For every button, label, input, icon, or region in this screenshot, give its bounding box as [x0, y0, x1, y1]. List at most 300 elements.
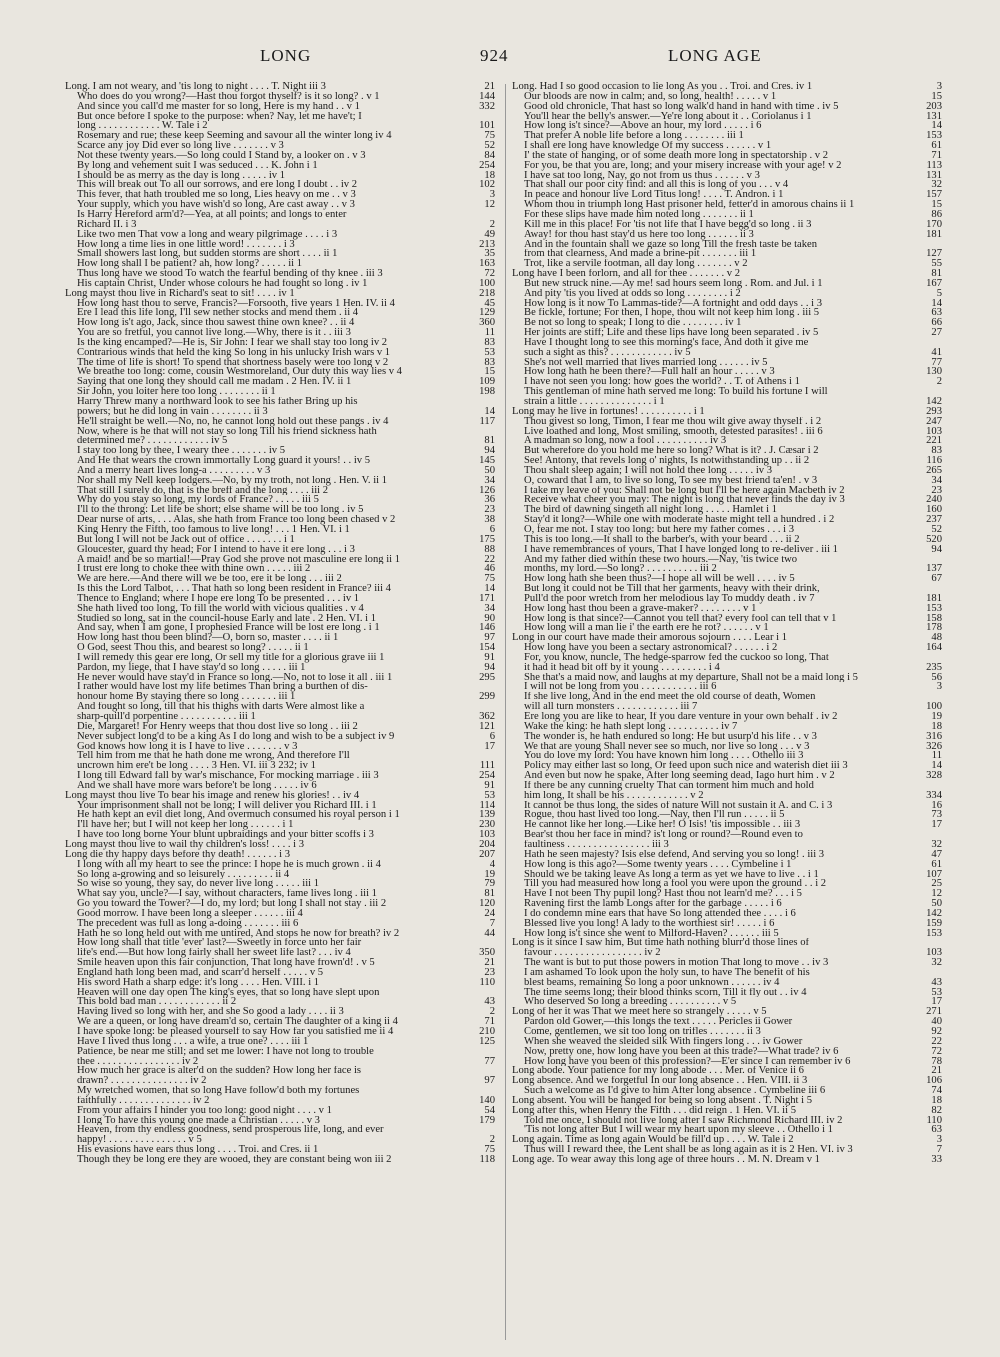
- quote-text: That prefer A noble life before a long . . . . . . . . iii 1: [524, 131, 744, 142]
- quote-text: Pardon old Gower,—this longs the text . . . . . Pericles ii Gower: [524, 1017, 793, 1027]
- column-divider: [505, 84, 506, 1340]
- concordance-line: [65, 860, 495, 870]
- concordance-line: [65, 407, 495, 417]
- quote-text: But new struck nine.—Ay me! sad hours seem long . Rom. and Jul. i 1: [524, 278, 823, 289]
- line-number: 47: [931, 849, 942, 860]
- quote-text: Thence to England; where I hope ere long To be presented . . . iv 1: [77, 593, 360, 604]
- concordance-line: [65, 604, 495, 614]
- concordance-line: [512, 722, 942, 732]
- line-number: [938, 781, 942, 791]
- line-number: 53: [484, 790, 495, 801]
- line-number: 56: [931, 672, 942, 683]
- quote-text: Told me once, I should not live long after I saw Richmond Richard III. iv 2: [524, 1115, 843, 1126]
- quote-text: Have I lived thus long . . . a wife, a true one? . . . . iii 1: [77, 1036, 309, 1047]
- quote-text: I have not seen you long: how goes the world? . . T. of Athens i 1: [524, 377, 800, 388]
- line-number: 131: [926, 111, 942, 122]
- line-number: 67: [931, 574, 942, 585]
- concordance-line: [512, 446, 942, 456]
- concordance-line: [512, 1037, 942, 1047]
- concordance-line: [512, 377, 942, 387]
- line-number: 81: [484, 436, 495, 447]
- concordance-line: [512, 810, 942, 820]
- quote-text: Long may he live in fortunes! . . . . . . . . . . i 1: [512, 406, 705, 417]
- concordance-line: [65, 1135, 495, 1145]
- quote-text: Dear nurse of arts, . . . Alas, she hath from France too long been chased v 2: [77, 515, 396, 525]
- line-number: 74: [931, 1086, 942, 1096]
- concordance-line: [512, 348, 942, 358]
- line-number: 204: [479, 839, 495, 850]
- quote-text: How long hast thou to serve, Francis?—Forsooth, five years 1 Hen. IV. ii 4: [77, 298, 395, 309]
- concordance-line: [512, 633, 942, 643]
- concordance-line: [65, 850, 495, 860]
- line-number: 210: [479, 1027, 495, 1037]
- concordance-line: [65, 722, 495, 732]
- quote-text: How long is it now To Lammas-tide?—A fortnight and odd days . . i 3: [524, 298, 823, 309]
- line-number: 7: [936, 1145, 942, 1155]
- quote-text: Is this the Lord Talbot, . . . That hath so long been resident in France? iii 4: [77, 584, 391, 594]
- quote-text: The time seems long; their blood thinks scorn, Till it fly out . . iv 4: [524, 987, 807, 998]
- line-number: 218: [479, 288, 495, 299]
- quote-text: God knows how long it is I have to live . . . . . . . v 3: [77, 741, 298, 752]
- line-number: 44: [484, 928, 495, 939]
- line-number: 54: [484, 1105, 495, 1116]
- concordance-line: [512, 909, 942, 919]
- concordance-line: [65, 338, 495, 348]
- concordance-line: [65, 1076, 495, 1086]
- line-number: 110: [926, 1115, 942, 1126]
- quote-text: Die, Margaret! For Henry weeps that thou dost live so long . . iii 2: [77, 721, 358, 732]
- concordance-line: [512, 732, 942, 742]
- quote-text: His captain Christ, Under whose colours he had fought so long . iv 1: [77, 278, 368, 289]
- concordance-line: [65, 466, 495, 476]
- concordance-line: [512, 427, 942, 437]
- concordance-line: [512, 338, 942, 348]
- concordance-line: [512, 1007, 942, 1017]
- quote-text: He never would have stay'd in France so long.—No, not to lose it all . iii 1: [77, 672, 393, 683]
- concordance-line: [65, 958, 495, 968]
- concordance-line: [512, 387, 942, 397]
- quote-text: So wise so young, they say, do never live long . . . . . iii 1: [77, 879, 320, 890]
- quote-text: You'll hear the belly's answer.—Ye're long about it . . Coriolanus i 1: [524, 111, 812, 122]
- line-number: [938, 938, 942, 948]
- line-number: 52: [931, 524, 942, 535]
- line-number: 106: [926, 1076, 942, 1087]
- line-number: [491, 751, 495, 761]
- quote-text: She hath lived too long, To fill the world with vicious qualities . v 4: [77, 603, 364, 614]
- concordance-line: [512, 584, 942, 594]
- line-number: 14: [931, 298, 942, 309]
- quote-text: from that clearness, And made a brine-pit . . . . . . . iii 1: [524, 249, 757, 260]
- line-number: 73: [931, 810, 942, 821]
- concordance-line: [65, 1066, 495, 1076]
- quote-text: Should we be taking leave As long a term as yet we have to live . . i 1: [524, 869, 819, 880]
- quote-text: Though they be long ere they are wooed, they are constant being won iii 2: [77, 1154, 392, 1165]
- concordance-line: [65, 141, 495, 151]
- line-number: 14: [931, 761, 942, 772]
- quote-text: Now, where is he that will not stay so long Till his friend sickness hath: [77, 426, 377, 437]
- concordance-line: [65, 279, 495, 289]
- line-number: 332: [479, 101, 495, 112]
- line-number: 75: [484, 1145, 495, 1155]
- line-number: 153: [926, 928, 942, 939]
- line-number: [491, 1086, 495, 1096]
- concordance-line: [65, 190, 495, 200]
- quote-text: His sword Hath a sharp edge: it's long . . . . Hen. VIII. i 1: [77, 977, 320, 988]
- quote-text: We that are young Shall never see so much, nor live so long . . . v 3: [524, 741, 810, 752]
- quote-text: Is the king encamped?—He is, Sir John: I fear we shall stay too long iv 2: [77, 337, 388, 348]
- quote-text: Trot, like a servile footman, all day long . . . . . . . v 2: [524, 259, 748, 270]
- quote-text: Thus long have we stood To watch the fearful bending of thy knee . iii 3: [77, 269, 383, 279]
- quote-text: strain a little . . . . . . . . . . . . . . i 1: [524, 397, 665, 407]
- concordance-line: [512, 171, 942, 181]
- quote-text: And pity 'tis you lived at odds so long . . . . . . . . i 2: [524, 288, 741, 299]
- quote-text: Never subject long'd to be a king As I do long and wish to be a subject iv 9: [77, 731, 395, 742]
- quote-text: faithfully . . . . . . . . . . . . . . iv 2: [77, 1095, 210, 1106]
- line-number: 91: [484, 780, 495, 791]
- concordance-line: [65, 387, 495, 397]
- line-number: 72: [484, 269, 495, 279]
- quote-text: blest beams, remaining So long a poor unknown . . . . . . iv 4: [524, 977, 780, 988]
- concordance-line: [512, 1135, 942, 1145]
- quote-text: Away! for thou hast stay'd us here too long . . . . . . ii 3: [524, 229, 754, 240]
- quote-text: Receive what cheer you may: The night is long that never finds the day iv 3: [524, 495, 845, 506]
- concordance-line: [512, 781, 942, 791]
- line-number: 82: [931, 1105, 942, 1116]
- quote-text: For, you know, nuncle, The hedge-sparrow fed the cuckoo so long, That: [524, 652, 829, 663]
- concordance-line: [512, 1106, 942, 1116]
- concordance-line: [512, 1017, 942, 1027]
- concordance-line: [512, 692, 942, 702]
- line-number: 2: [489, 219, 495, 230]
- concordance-line: [512, 358, 942, 368]
- concordance-line: [65, 781, 495, 791]
- line-number: 144: [479, 91, 495, 102]
- line-number: 103: [479, 830, 495, 840]
- line-number: 334: [926, 790, 942, 801]
- quote-text: such a sight as this? . . . . . . . . . . . . iv 5: [524, 347, 691, 358]
- line-number: 77: [484, 1056, 495, 1067]
- quote-text: Having lived so long with her, and she So good a lady . . . . ii 3: [77, 1007, 344, 1018]
- concordance-line: [65, 673, 495, 683]
- line-number: 90: [484, 613, 495, 624]
- concordance-line: [512, 328, 942, 338]
- line-number: 127: [926, 249, 942, 260]
- line-number: 130: [926, 367, 942, 378]
- concordance-line: [65, 161, 495, 171]
- quote-text: Pardon, my liege, that I have stay'd so long . . . . . iii 1: [77, 662, 306, 673]
- line-number: 326: [926, 741, 942, 752]
- line-number: 38: [484, 515, 495, 525]
- concordance-line: [512, 525, 942, 535]
- quote-text: I take my leave of you: Shall not be long but I'll be here again Macbeth iv 2: [524, 485, 845, 496]
- quote-text: Why do you stay so long, my lords of France? . . . . . iii 5: [77, 495, 319, 506]
- quote-text: The want is but to put those powers in motion That long to move . . iv 3: [524, 958, 829, 968]
- quote-text: How long is this ago?—Some twenty years . . . . Cymbeline i 1: [524, 859, 792, 870]
- concordance-line: [65, 92, 495, 102]
- quote-text: His evasions have ears thus long . . . . Troi. and Cres. ii 1: [77, 1145, 319, 1155]
- quote-text: You are so fretful, you cannot live long.—Why, there is it . . iii 3: [77, 328, 351, 338]
- concordance-line: [512, 1096, 942, 1106]
- quote-text: I' the state of hanging, or of some death more long in spectatorship . v 2: [524, 150, 829, 161]
- line-number: [938, 968, 942, 978]
- line-number: 81: [931, 269, 942, 279]
- quote-text: When she weaved the sleided silk With fingers long . . . iv Gower: [524, 1036, 803, 1047]
- line-number: 3: [936, 82, 942, 92]
- concordance-line: [65, 220, 495, 230]
- quote-text: Thus will I reward thee, the Lent shall be as long again as it is 2 Hen. VI. iv 3: [524, 1145, 853, 1155]
- concordance-line: [65, 102, 495, 112]
- line-number: 145: [479, 456, 495, 466]
- quote-text: Long die thy happy days before thy death! . . . . . . i 3: [65, 849, 291, 860]
- quote-text: Have I thought long to see this morning's face, And doth it give me: [524, 337, 809, 348]
- line-number: 146: [479, 623, 495, 634]
- quote-text: Wake the king: he hath slept long . . . . . . . . . . iv 7: [524, 721, 738, 732]
- concordance-line: [65, 1116, 495, 1126]
- line-number: [491, 1125, 495, 1135]
- concordance-line: [65, 505, 495, 515]
- concordance-line: [512, 249, 942, 259]
- quote-text: Stay'd it long?—While one with moderate haste might tell a hundred . i 2: [524, 515, 835, 525]
- concordance-line: [512, 594, 942, 604]
- quote-text: him long, It shall be his . . . . . . . . . . . . v 2: [524, 790, 704, 801]
- quote-text: It cannot be thus long, the sides of nature Will not sustain it A. and C. i 3: [524, 800, 833, 811]
- line-number: 2: [489, 1135, 495, 1146]
- concordance-line: [65, 299, 495, 309]
- concordance-line: [512, 220, 942, 230]
- quote-text: And say, when I am gone, I prophesied France will be lost ere long . i 1: [77, 623, 380, 634]
- concordance-line: [65, 584, 495, 594]
- concordance-line: [65, 397, 495, 407]
- line-number: 72: [931, 1046, 942, 1057]
- quote-text: Nor shall my Nell keep lodgers.—No, by my troth, not long . Hen. V. ii 1: [77, 475, 388, 486]
- line-number: 34: [484, 603, 495, 614]
- line-number: 107: [926, 869, 942, 880]
- quote-text: Hath he so long held out with me untired, And stops he now for breath? iv 2: [77, 928, 400, 939]
- concordance-line: [65, 614, 495, 624]
- line-number: 114: [479, 800, 495, 811]
- quote-text: This fever, that hath troubled me so long, Lies heavy on me . . v 3: [77, 190, 356, 201]
- concordance-line: [512, 870, 942, 880]
- quote-text: Bear'st thou her face in mind? is't long or round?—Round even to: [524, 830, 803, 840]
- line-number: 94: [484, 446, 495, 457]
- quote-text: We breathe too long: come, cousin Westmoreland, Our duty this way lies v 4: [77, 367, 402, 378]
- line-number: 22: [484, 554, 495, 565]
- concordance-line: [512, 230, 942, 240]
- concordance-line: [65, 948, 495, 958]
- line-number: 92: [931, 1027, 942, 1037]
- quote-text: I'll to the throng: Let life be short; else shame will be too long . iv 5: [77, 505, 364, 516]
- quote-text: I shall ere long have knowledge Of my success . . . . . . v 1: [524, 141, 772, 151]
- quote-text: I should be as merry as the day is long . . . . . iv 1: [77, 170, 286, 181]
- concordance-line: [512, 121, 942, 131]
- concordance-line: [65, 1057, 495, 1067]
- line-number: 153: [926, 131, 942, 142]
- concordance-line: [512, 850, 942, 860]
- concordance-line: [65, 978, 495, 988]
- concordance-line: [512, 515, 942, 525]
- concordance-line: [65, 348, 495, 358]
- quote-text: drawn? . . . . . . . . . . . . . . . iv 2: [77, 1076, 207, 1087]
- line-number: 19: [931, 712, 942, 722]
- line-number: 139: [479, 810, 495, 821]
- line-number: 116: [926, 456, 942, 466]
- line-number: 53: [931, 987, 942, 998]
- concordance-line: [512, 623, 942, 633]
- line-number: 18: [931, 721, 942, 732]
- concordance-line: [65, 899, 495, 909]
- quote-text: So long a-growing and so leisurely . . . . . . . . . ii 4: [77, 869, 290, 880]
- quote-text: Long again. Time as long again Would be fill'd up . . . . W. Tale i 2: [512, 1135, 794, 1146]
- line-number: 48: [931, 633, 942, 644]
- quote-text: Ravening first the lamb Longs after for the garbage . . . . . i 6: [524, 899, 782, 909]
- concordance-line: [65, 259, 495, 269]
- quote-text: She that's a maid now, and laughs at my departure, Shall not be a maid long i 5: [524, 672, 858, 683]
- quote-text: Long. I am not weary, and 'tis long to night . . . . T. Night iii 3: [65, 82, 326, 92]
- line-number: 157: [926, 190, 942, 201]
- line-number: 32: [931, 839, 942, 850]
- line-number: 3: [936, 1135, 942, 1146]
- quote-text: Richard II. i 3: [77, 219, 137, 230]
- concordance-line: [65, 82, 495, 92]
- quote-text: How much her grace is alter'd on the sudden? How long her face is: [77, 1066, 362, 1077]
- concordance-line: [65, 230, 495, 240]
- line-number: 41: [931, 347, 942, 358]
- page-header: [0, 46, 1000, 70]
- quote-text: How long will a man lie i' the earth ere he rot? . . . . . . v 1: [524, 623, 769, 634]
- right-column: [512, 82, 942, 1165]
- quote-text: Long in our court have made their amorous sojourn . . . . Lear i 1: [512, 633, 788, 644]
- line-number: 125: [479, 1036, 495, 1047]
- quote-text: The precedent was full as long a-doing . . . . . . . iii 6: [77, 918, 299, 929]
- concordance-line: [512, 791, 942, 801]
- quote-text: But once before I spoke to the purpose: when? Nay, let me have't; I: [77, 111, 362, 122]
- line-number: 23: [484, 967, 495, 978]
- line-number: 23: [931, 485, 942, 496]
- quote-text: Pull'd the poor wretch from her melodious lay To muddy death . iv 7: [524, 593, 815, 604]
- line-number: [938, 338, 942, 348]
- line-number: 102: [479, 180, 495, 191]
- quote-text: Heaven, from thy endless goodness, send prosperous life, long, and ever: [77, 1125, 384, 1136]
- concordance-line: [512, 407, 942, 417]
- line-number: 265: [926, 465, 942, 476]
- concordance-line: [512, 978, 942, 988]
- quote-text: powers; but he did long in vain . . . . . . . . ii 3: [77, 406, 268, 417]
- quote-text: How long have you been of this profession?—E'er since I can remember iv 6: [524, 1056, 851, 1067]
- concordance-line: [65, 456, 495, 466]
- line-number: 3: [936, 682, 942, 693]
- quote-text: How long is that since?—Cannot you tell that? every fool can tell that v 1: [524, 613, 837, 624]
- line-number: 49: [484, 229, 495, 240]
- line-number: 66: [931, 318, 942, 329]
- concordance-line: [512, 1116, 942, 1126]
- concordance-line: [65, 545, 495, 555]
- concordance-line: [512, 830, 942, 840]
- line-number: 6: [489, 524, 495, 535]
- quote-text: faultiness . . . . . . . . . . . . . . . . iii 3: [524, 839, 669, 850]
- concordance-line: [512, 486, 942, 496]
- line-number: 118: [479, 1154, 495, 1165]
- quote-text: Long. Had I so good occasion to lie long As you . . Troi. and Cres. iv 1: [512, 82, 813, 92]
- concordance-line: [512, 555, 942, 565]
- quote-text: And since you call'd me master for so long, Here is my hand . . v 1: [77, 101, 360, 112]
- quote-text: And a merry heart lives long-a . . . . . . . . . v 3: [77, 465, 271, 476]
- concordance-line: [512, 899, 942, 909]
- quote-text: And He that wears the crown immortally Long guard it yours! . . iv 5: [77, 456, 371, 466]
- concordance-line: [65, 653, 495, 663]
- concordance-line: [512, 456, 942, 466]
- concordance-line: [512, 751, 942, 761]
- line-number: [491, 427, 495, 437]
- concordance-line: [512, 1125, 942, 1135]
- quote-text: it had it head bit off by it young . . . . . . . . . i 4: [524, 662, 720, 673]
- concordance-line: [65, 633, 495, 643]
- quote-text: Small showers last long, but sudden storms are short . . . . ii 1: [77, 249, 338, 260]
- quote-text: Long mayst thou live to wail thy children's loss! . . . . i 3: [65, 839, 305, 850]
- line-number: 11: [931, 751, 942, 762]
- concordance-line: [512, 564, 942, 574]
- line-number: [491, 210, 495, 220]
- quote-text: How long shall I be patient? ah, how long? . . . . . ii 1: [77, 259, 303, 270]
- concordance-line: [512, 259, 942, 269]
- line-number: 111: [479, 761, 495, 772]
- line-number: 84: [484, 150, 495, 161]
- concordance-line: [512, 210, 942, 220]
- concordance-line: [65, 712, 495, 722]
- line-number: 178: [926, 623, 942, 634]
- concordance-line: [512, 299, 942, 309]
- quote-text: months, my lord.—So long? . . . . . . . . . . iii 2: [524, 564, 717, 575]
- quote-text: Long of her it was That we meet here so strangely . . . . . v 5: [512, 1007, 767, 1018]
- quote-text: Sir John, you loiter here too long . . . . . . . . ii 1: [77, 387, 276, 397]
- line-number: 55: [931, 259, 942, 270]
- line-number: 153: [926, 603, 942, 614]
- line-number: 50: [484, 465, 495, 476]
- concordance-line: [65, 240, 495, 250]
- header-right-word: LONG AGE: [668, 46, 762, 65]
- concordance-line: [65, 801, 495, 811]
- line-number: 27: [931, 328, 942, 338]
- quote-text: long . . . . . . . . . . . . W. Tale i 2: [77, 121, 208, 132]
- quote-text: This bold bad man . . . . . . . . . . . . ii 2: [77, 997, 237, 1008]
- concordance-line: [65, 1125, 495, 1135]
- line-number: 14: [484, 584, 495, 594]
- concordance-line: [512, 545, 942, 555]
- quote-text: He hath kept an evil diet long, And overmuch consumed his royal person i 1: [77, 810, 400, 821]
- quote-text: How long is't since she went to Milford-Haven? . . . . . . iii 5: [524, 928, 779, 939]
- line-number: 103: [926, 948, 942, 959]
- quote-text: Is Harry Hereford arm'd?—Yea, at all points; and longs to enter: [77, 209, 347, 220]
- quote-text: Ere long you are like to hear, If you dare venture in your own behalf . iv 2: [524, 712, 838, 722]
- quote-text: Hath he seen majesty? Isis else defend, And serving you so long! . iii 3: [524, 849, 825, 860]
- concordance-line: [512, 466, 942, 476]
- concordance-line: [65, 486, 495, 496]
- quote-text: Long have I been forlorn, and all for thee . . . . . . . v 2: [512, 269, 740, 279]
- quote-text: I rather would have lost my life betimes Than bring a burthen of dis-: [77, 682, 368, 693]
- concordance-line: [512, 240, 942, 250]
- concordance-line: [512, 269, 942, 279]
- concordance-line: [65, 427, 495, 437]
- quote-text: My wretched women, that so long Have follow'd both my fortunes: [77, 1086, 360, 1096]
- concordance-line: [65, 210, 495, 220]
- concordance-line: [65, 1007, 495, 1017]
- concordance-line: [512, 889, 942, 899]
- line-number: 97: [484, 633, 495, 644]
- line-number: 61: [931, 141, 942, 151]
- quote-text: From your affairs I hinder you too long: good night . . . . v 1: [77, 1105, 332, 1116]
- quote-text: How long hast thou been blind?—O, born so, master . . . . ii 1: [77, 633, 339, 644]
- line-number: 328: [926, 771, 942, 781]
- quote-text: Blessed live you long! A lady to the worthiest sir! . . . . . i 6: [524, 918, 775, 929]
